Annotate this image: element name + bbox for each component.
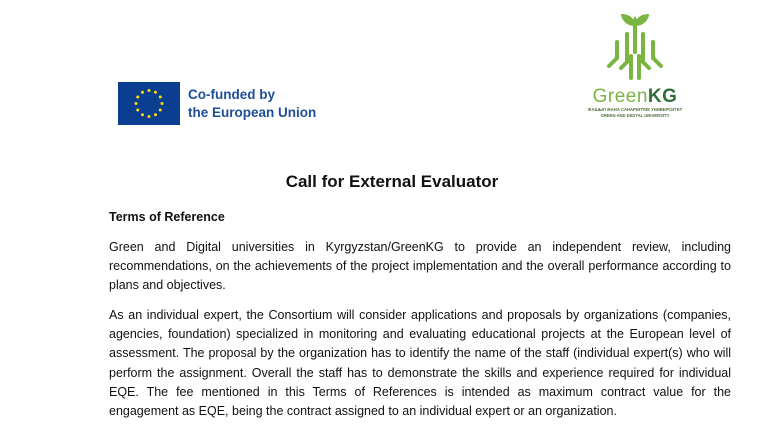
eu-star [141,91,144,94]
eu-cofunded-text [188,86,316,122]
greenkg-subtitle-en: GREEN AND DIGITAL UNIVERSITY [600,112,670,118]
greenkg-logo [585,12,685,118]
eu-star [154,91,157,94]
eu-logo-line1: Co-funded by [188,86,275,102]
paragraph-1: Green and Digital universities in Kyrgyzstan/GreenKG to provide an independent review, including recommendations, on the achievements of the project implementation and the overall performance according to plans and objectives. [109,240,731,293]
eu-flag-icon [118,82,180,125]
eu-star [161,102,164,105]
greenkg-emblem-icon [595,12,675,84]
greenkg-subtitle-kg: ЖАШЫЛ ЖАНА САНАРИПТИК УНИВЕРСИТЕТ [587,107,683,112]
eu-logo-line2: the European Union [188,104,317,120]
eu-star [136,109,139,112]
greenkg-word-green: Green [592,86,648,107]
eu-star [141,113,144,116]
greenkg-wordmark [585,87,685,107]
eu-star [159,109,162,112]
document-title: Call for External Evaluator [285,172,499,191]
eu-star [159,96,162,99]
eu-star [136,96,139,99]
greenkg-word-kg: KG [647,86,678,107]
paragraph-2: As an individual expert, the Consortium will consider applications and proposals by organizations (companies, agencies, foundation) specialized in monitoring and evaluating educational projects at the European level of assessment. The proposal by the organization has to identify the name of the staff (individual expert(s) who will perform the assignment. Overall the staff has to demonstrate the skills and experience required for individual EQE. The fee mentioned in this Terms of References is intended as maximum contract value for the engagement as EQE, being the contract assigned to an individual expert or an organization. [109,308,731,419]
eu-cofunded-logo [118,82,316,125]
eu-star [148,115,151,118]
section-heading: Terms of Reference [109,210,225,224]
eu-star [148,89,151,92]
eu-star [154,113,157,116]
eu-star [135,102,138,105]
